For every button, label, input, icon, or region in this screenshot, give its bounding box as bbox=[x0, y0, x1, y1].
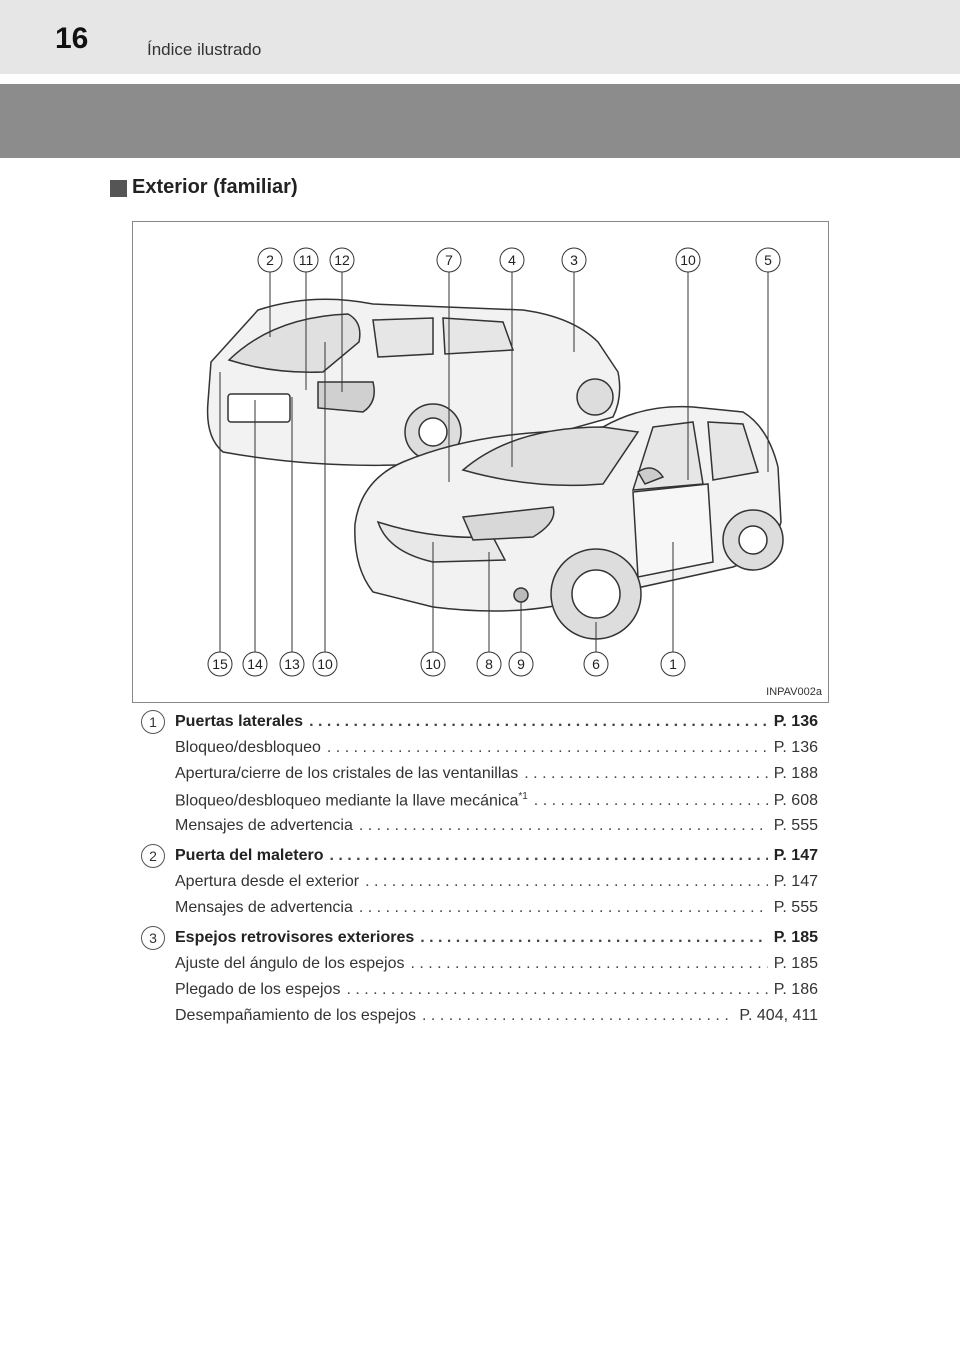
section-title: Exterior (familiar) bbox=[132, 176, 298, 198]
entry-title-row bbox=[175, 713, 818, 731]
callout-label: 9 bbox=[517, 656, 525, 672]
callout-label: 1 bbox=[669, 656, 677, 672]
callout-label: 12 bbox=[334, 252, 350, 268]
item-label: Apertura/cierre de los cristales de las ventanillas bbox=[175, 765, 519, 782]
item-label: Ajuste del ángulo de los espejos bbox=[175, 955, 405, 972]
callout-label: 4 bbox=[508, 252, 516, 268]
item-label: Apertura desde el exterior bbox=[175, 873, 360, 890]
callout-label: 10 bbox=[425, 656, 441, 672]
car-exterior-figure bbox=[132, 221, 829, 703]
entry-title-row bbox=[175, 847, 818, 865]
list-item bbox=[175, 955, 818, 973]
bottom-callouts bbox=[208, 652, 685, 676]
entry-title-row bbox=[175, 929, 818, 947]
callout-label: 2 bbox=[266, 252, 274, 268]
item-page: P. 136 bbox=[773, 739, 818, 756]
entry-page: P. 136 bbox=[773, 713, 818, 730]
entry-title: Puertas laterales bbox=[175, 713, 304, 730]
list-item bbox=[175, 1007, 818, 1025]
header-title: Índice ilustrado bbox=[147, 40, 262, 59]
figure-code: INPAV002a bbox=[766, 686, 822, 698]
list-item bbox=[175, 873, 818, 891]
callout-label: 15 bbox=[212, 656, 228, 672]
item-page: P. 185 bbox=[773, 955, 818, 972]
top-callouts bbox=[258, 248, 780, 272]
item-page: P. 186 bbox=[773, 981, 818, 998]
callout-label: 13 bbox=[284, 656, 300, 672]
item-page: P. 555 bbox=[773, 899, 818, 916]
header-bar bbox=[0, 0, 960, 74]
callout-label: 3 bbox=[570, 252, 578, 268]
header-band bbox=[0, 84, 960, 158]
item-page: P. 608 bbox=[773, 792, 818, 810]
list-item bbox=[175, 791, 818, 810]
item-page: P. 555 bbox=[773, 817, 818, 834]
list-item bbox=[175, 899, 818, 917]
item-label: Desempañamiento de los espejos bbox=[175, 1007, 417, 1024]
item-page: P. 147 bbox=[773, 873, 818, 890]
item-label: Bloqueo/desbloqueo bbox=[175, 739, 321, 756]
list-item bbox=[175, 817, 818, 835]
entry-number: 2 bbox=[141, 844, 165, 868]
entry-page: P. 147 bbox=[773, 847, 818, 864]
item-label: Mensajes de advertencia bbox=[175, 899, 353, 916]
entry-number: 1 bbox=[141, 710, 165, 734]
footnote-marker: *1 bbox=[518, 791, 528, 802]
item-page: P. 188 bbox=[773, 765, 818, 782]
list-item bbox=[175, 739, 818, 757]
entry-page: P. 185 bbox=[773, 929, 818, 946]
item-page: P. 404, 411 bbox=[739, 1007, 818, 1024]
entry-number: 3 bbox=[141, 926, 165, 950]
list-item bbox=[175, 765, 818, 783]
item-label: Mensajes de advertencia bbox=[175, 817, 353, 834]
callout-label: 7 bbox=[445, 252, 453, 268]
item-label: Plegado de los espejos bbox=[175, 981, 341, 998]
callout-label: 11 bbox=[298, 252, 314, 268]
item-label: Bloqueo/desbloqueo mediante la llave mecánica$^{*1}$ bbox=[175, 791, 528, 810]
callout-label: 10 bbox=[680, 252, 696, 268]
list-item bbox=[175, 981, 818, 999]
entry-title: Puerta del maletero bbox=[175, 847, 324, 864]
page-number: 16 bbox=[55, 22, 89, 55]
entry-title: Espejos retrovisores exteriores bbox=[175, 929, 415, 946]
callout-label: 5 bbox=[764, 252, 772, 268]
callout-label: 8 bbox=[485, 656, 493, 672]
callout-label: 14 bbox=[247, 656, 263, 672]
car-illustration bbox=[133, 222, 828, 702]
section-marker-icon bbox=[110, 180, 127, 197]
callout-label: 10 bbox=[317, 656, 333, 672]
callout-label: 6 bbox=[592, 656, 600, 672]
